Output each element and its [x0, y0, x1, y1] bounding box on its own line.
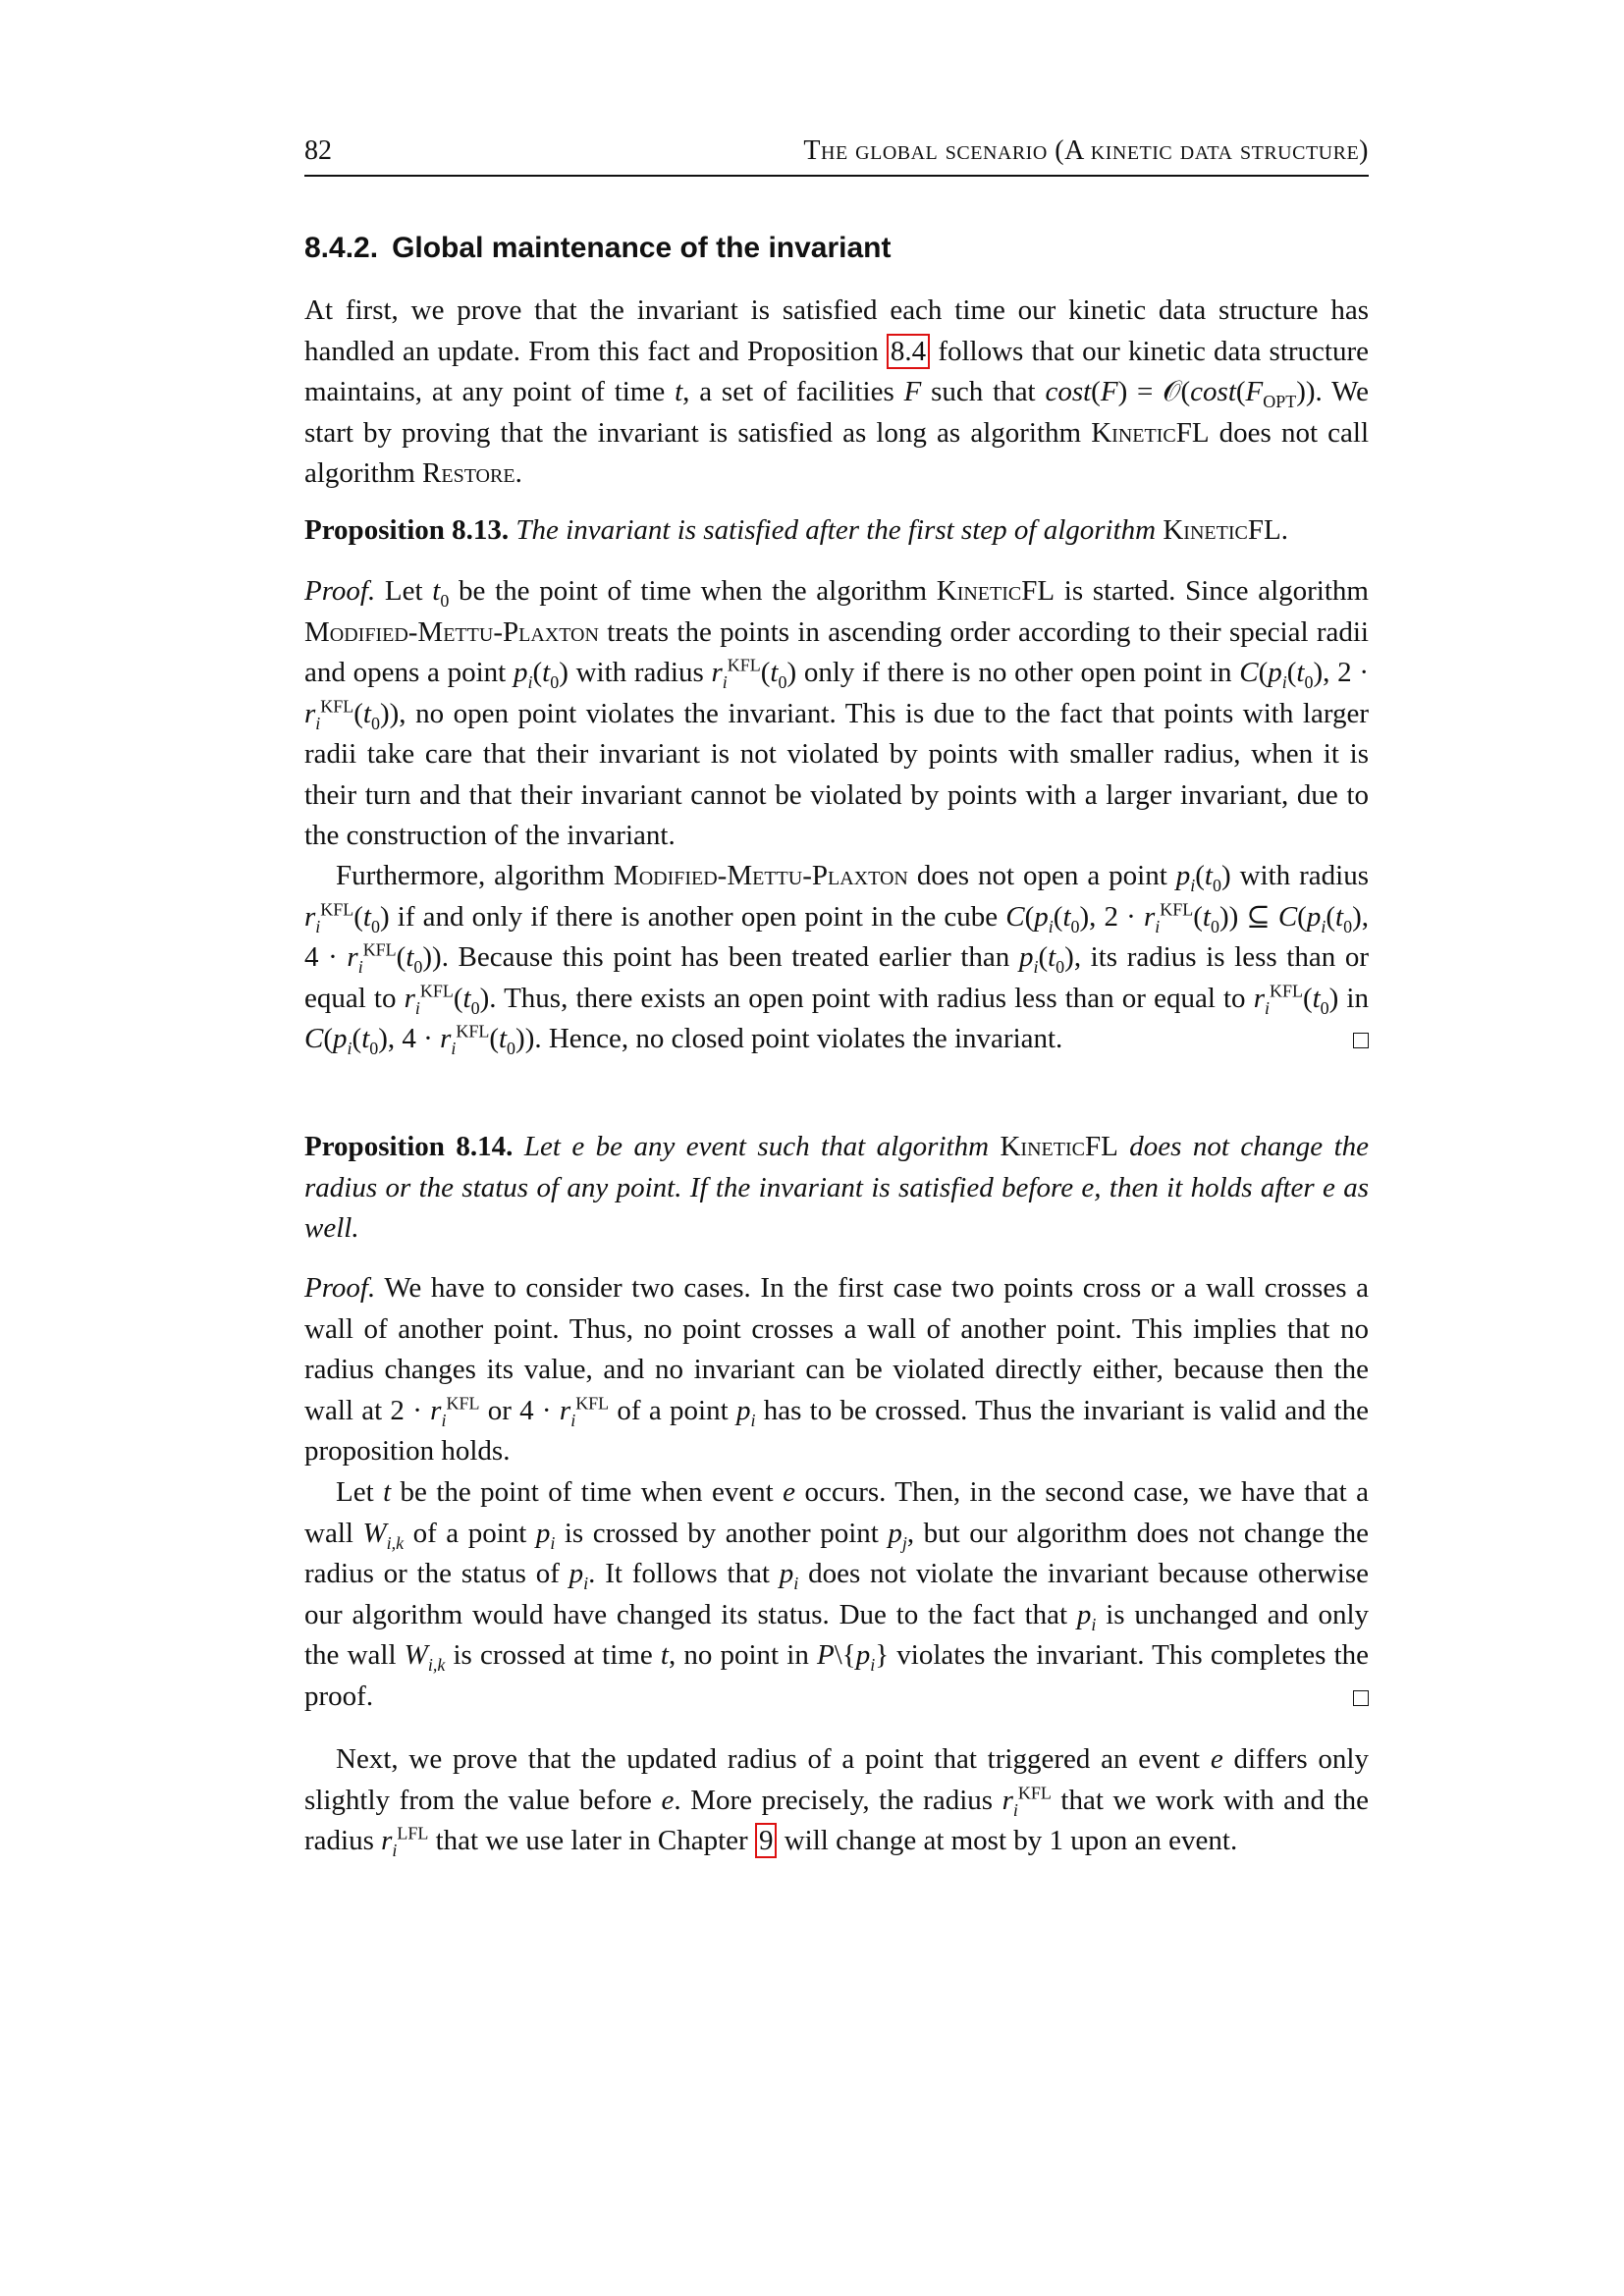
proof-8-13-paragraph-2: Furthermore, algorithm Modified-Mettu-Plaxton does not open a point $p_i(t_0)$ with radius $r_i^{KFL}(t_0)$ if and only if there is another open point in the cube $C(p_i(t_0)$, $2 \cdot r_i^{KFL}(t_0)$) ⊆ $C(p_i(t_0)$, $4 \cdot r_i^{KFL}(t_0)$). Because this point has been treated earlier than $p_i(t_0)$, its radius is less than or equal to $r_i^{KFL}(t_0)$. Thus, there exists an open point with radius less than or equal to $r_i^{KFL}(t_0)$ in $C(p_i(t_0)$, $4 \cdot r_i^{KFL}(t_0)$). Hence, no closed point violates the invariant.	[304, 860, 1369, 1058]
proposition-8-13: Proposition 8.13. The invariant is satisfied after the first step of algorithm KineticFL.	[304, 514, 1288, 546]
proof-8-14-paragraph-2: Let t be the point of time when event e occurs. Then, in the second case, we have that a wall $W_{i,k}$ of a point $p_i$ is crossed by another point $p_j$, but our algorithm does not change the radius or the status of $p_i$. It follows that $p_i$ does not violate the invariant because otherwise our algorithm would have changed its status. Due to the fact that $p_i$ is unchanged and only the wall $W_{i,k}$ is crossed at time t, no point in $P\backslash\{p_i\}$ violates the invariant. This completes the proof.	[304, 1476, 1370, 1712]
qed-square-icon	[1353, 1033, 1369, 1048]
page-number: 82	[304, 135, 332, 166]
intro-paragraph: At first, we prove that the invariant is satisfied each time our kinetic data structure has handled an update. From this fact and Proposition 8.4 follows that our kinetic data structure maintains, at any point of time t, a set of facilities F such that $\cos t(F) = 𝒪(\cos t(F_{OPT}))$. We start by proving that the invariant is satisfied as long as algorithm KineticFL does not call algorithm Restore.	[304, 294, 1370, 489]
closing-paragraph: Next, we prove that the updated radius of a point that triggered an event e differs only slightly from the value before e. More precisely, the radius $r_i^{KFL}$ that we work with and the radius $r_i^{LFL}$ that we use later in Chapter 9 will change at most by 1 upon an event.	[304, 1743, 1369, 1860]
proof-8-14-paragraph-1: Proof. We have to consider two cases. In the first case two points cross or a wall crosses a wall of another point. Thus, no point crosses a wall of another point. This implies that no radius changes its value, and no invariant can be violated directly either, because then the wall at $2 \cdot r_i^{KFL}$ or $4 \cdot r_i^{KFL}$ of a point $p_i$ has to be crossed. Thus the invariant is valid and the proposition holds.	[304, 1272, 1369, 1467]
proof-8-13-paragraph-1: Proof. Let $t_0$ be the point of time when the algorithm KineticFL is started. Since algorithm Modified-Mettu-Plaxton treats the points in ascending order according to their special radii and opens a point $p_i(t_0)$ with radius $r_i^{KFL}(t_0)$ only if there is no other open point in $C(p_i(t_0)$, $2 \cdot r_i^{KFL}(t_0)$), no open point violates the invariant. This is due to the fact that points with larger radii take care that their invariant is not violated by points with smaller radius, when it is their turn and that their invariant cannot be violated by points with a larger invariant, due to the construction of the invariant.	[304, 575, 1369, 851]
alg-kineticfl: KineticFL	[1163, 514, 1281, 546]
proof-label: Proof.	[304, 1272, 376, 1304]
proposition-8-14: Proposition 8.14. Let e be any event such that algorithm KineticFL does not change the radius or the status of any point. If the invariant is satisfied before e, then it holds after e as well.	[304, 1131, 1370, 1244]
section-number: 8.4.2.	[304, 232, 379, 264]
ref-chapter-9[interactable]: 9	[755, 1823, 778, 1858]
section-title: Global maintenance of the invariant	[392, 232, 892, 264]
section-heading	[304, 232, 892, 265]
alg-kineticfl: KineticFL	[1000, 1131, 1118, 1162]
alg-mmp: Modified-Mettu-Plaxton	[613, 860, 908, 891]
ref-proposition-8-4[interactable]: 8.4	[887, 334, 930, 369]
alg-kineticfl: KineticFL	[936, 575, 1056, 607]
proposition-8-13-label: Proposition 8.13.	[304, 514, 510, 546]
qed-square-icon	[1353, 1690, 1369, 1706]
running-header	[304, 135, 1369, 177]
alg-kineticfl: KineticFL	[1091, 416, 1210, 449]
proposition-8-14-label: Proposition 8.14.	[304, 1131, 514, 1162]
running-title: The global scenario (A kinetic data structure)	[803, 135, 1369, 166]
proof-label: Proof.	[304, 575, 376, 607]
alg-restore: Restore	[422, 457, 515, 489]
alg-mmp: Modified-Mettu-Plaxton	[304, 615, 599, 648]
